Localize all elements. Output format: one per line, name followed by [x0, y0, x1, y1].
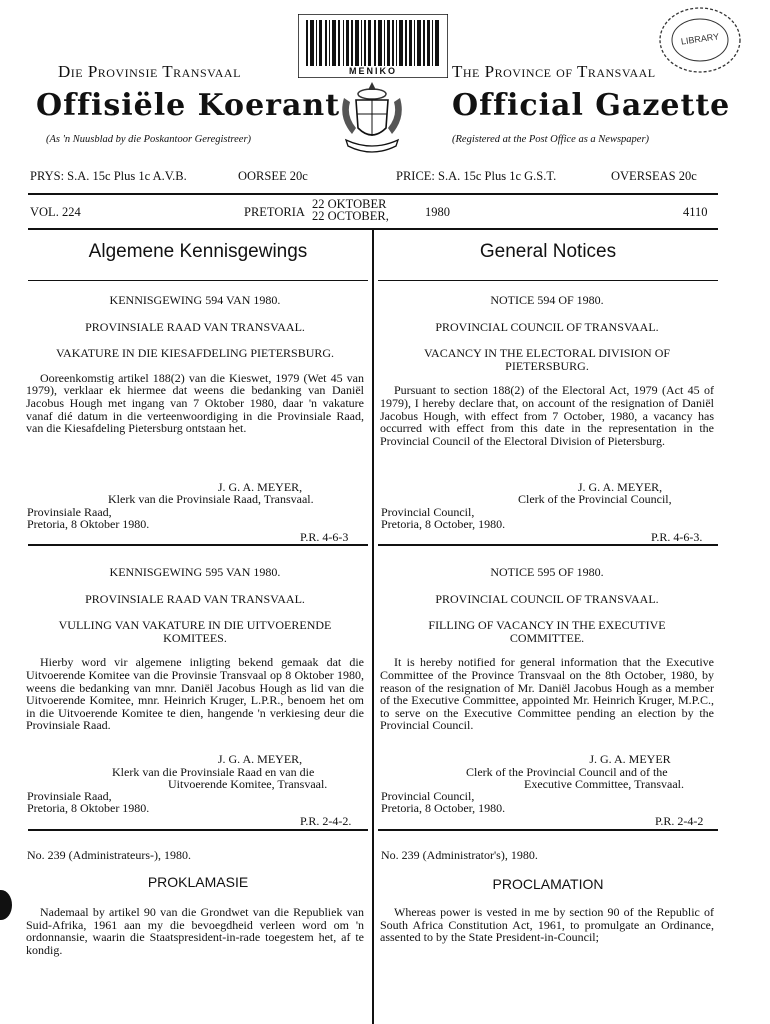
notice-594-en — [380, 294, 714, 447]
notice-heading: VAKATURE IN DIE KIESAFDELING PIETERSBURG. — [55, 346, 335, 361]
left-overseas: OORSEE 20c — [238, 169, 308, 183]
proclamation-heading-af: PROKLAMASIE — [147, 874, 249, 890]
coat-of-arms-icon — [336, 78, 408, 158]
proclamation-body: Nademaal by artikel 90 van die Grondwet van die Republiek van Suid-Afrika, 1961 aan my die bevoegdheid verleen word om 'n ordonnansie, waarin die Staatspresident-in-rade toegestem het, af te kondig. — [26, 905, 364, 957]
notice-rule — [378, 829, 718, 831]
masthead-left-note: (As 'n Nuusblad by die Poskantoor Geregistreer) — [46, 134, 252, 145]
proclamation-number-en: No. 239 (Administrator's), 1980. — [381, 848, 538, 862]
issuing-date: Pretoria, 8 Oktober 1980. — [27, 801, 150, 815]
signer-title: Clerk of the Provincial Council, — [518, 492, 672, 506]
notice-body: Ooreenkomstig artikel 188(2) van die Kieswet, 1979 (Wet 45 van 1979), verklaar ek hiermee dat weens die bedanking van Daniël Jacobus Hough met ingang van 7 Oktober 1980, daar 'n vakature vanaf dié datum in die verteenwoordiging in die Provinsiale Raad, van die Kiesafdeling Pietersburg ontstaan het. — [26, 370, 364, 436]
proclamation-body-en — [380, 906, 714, 944]
signer-title-2: Executive Committee, Transvaal. — [524, 777, 684, 791]
notice-body: Pursuant to section 188(2) of the Electoral Act, 1979 (Act 45 of 1979), I hereby declare that, on account of the resignation of Daniël Jacobus Hough, with effect from 7 October, 1980, a vacancy has occurred with effect from this date in the representation in the Provincial Council of the Electoral Division of Pietersburg. — [380, 383, 714, 448]
notice-heading: FILLING OF VACANCY IN THE EXECUTIVE COMMITTEE. — [428, 618, 666, 645]
barcode-label: MENIKO — [338, 66, 408, 76]
right-overseas: OVERSEAS 20c — [611, 169, 697, 183]
notice-595-af — [26, 566, 364, 732]
notice-heading: VULLING VAN VAKATURE IN DIE UITVOERENDE KOMITEES. — [58, 618, 332, 645]
council-name: PROVINCIAL COUNCIL OF TRANSVAAL. — [435, 319, 659, 334]
notice-body: Hierby word vir algemene inligting bekend gemaak dat die Uitvoerende Komitee van die Provinsie Transvaal op 8 Oktober 1980, weens die bedanking van mnr. Daniël Jacobus Hough as lid van die Uitvoerende Komitee, mnr. Heinrich Kruger, L.P.R., benoem het om in die Uitvoerende Komitee te dien, hangende 'n verkiesing deur die Provinsiale Raad. — [26, 655, 364, 733]
masthead-right-name: Official Gazette — [452, 88, 731, 123]
reference: P.R. 4-6-3 — [300, 530, 349, 544]
left-price: PRYS: S.A. 15c Plus 1c A.V.B. — [30, 169, 187, 183]
section-rule-left — [28, 280, 368, 281]
stamp-label: LIBRARY — [680, 31, 720, 47]
signer: J. G. A. MEYER, — [577, 480, 663, 494]
signer-title-1: Klerk van die Provinsiale Raad en van die — [112, 765, 315, 779]
council-name: PROVINSIALE RAAD VAN TRANSVAAL. — [85, 319, 305, 334]
section-rule-right — [378, 280, 718, 281]
masthead-divider — [28, 193, 718, 195]
volume: VOL. 224 — [30, 205, 81, 219]
notice-title: KENNISGEWING 594 VAN 1980. — [109, 293, 281, 307]
proclamation-body: Whereas power is vested in me by section 90 of the Republic of South Africa Constitution Act, 1961, to promulgate an Ordinance, assented to by the State President-in-Council; — [380, 905, 714, 945]
date-en: 22 OCTOBER, — [312, 209, 389, 223]
punch-hole — [0, 890, 12, 920]
section-heading-right: General Notices — [479, 241, 617, 262]
issuing-place: Provincial Council, — [381, 789, 475, 803]
masthead-right-title: The Province of Transvaal — [452, 62, 656, 81]
reference: P.R. 2-4-2. — [300, 814, 352, 828]
notice-heading: VACANCY IN THE ELECTORAL DIVISION OF PIETERSBURG. — [423, 346, 671, 373]
signer-title: Klerk van die Provinsiale Raad, Transvaal. — [108, 492, 314, 506]
proclamation-body-af — [26, 906, 364, 956]
notice-595-en — [380, 566, 714, 732]
signer: J. G. A. MEYER — [589, 752, 671, 766]
issuing-date: Pretoria, 8 Oktober 1980. — [27, 517, 150, 531]
notice-title: NOTICE 594 OF 1980. — [490, 293, 604, 307]
year: 1980 — [425, 205, 450, 219]
place: PRETORIA — [244, 205, 305, 219]
issuing-place: Provinsiale Raad, — [27, 505, 112, 519]
notice-rule — [28, 544, 368, 546]
issuing-date: Pretoria, 8 October, 1980. — [381, 801, 506, 815]
signer: J. G. A. MEYER, — [217, 480, 303, 494]
column-divider — [372, 230, 374, 1024]
masthead-left-title: Die Provinsie Transvaal — [58, 62, 241, 81]
notice-rule — [378, 544, 718, 546]
council-name: PROVINCIAL COUNCIL OF TRANSVAAL. — [435, 591, 659, 606]
library-stamp — [656, 4, 744, 74]
masthead-right-note: (Registered at the Post Office as a Newspaper) — [452, 134, 650, 145]
signer: J. G. A. MEYER, — [217, 752, 303, 766]
barcode — [298, 14, 448, 78]
notice-body: It is hereby notified for general information that the Executive Committee of the Province Transvaal on the 8th October, 1980, by reason of the resignation of Mr. Daniël Jacobus Hough as a member of the Executive Committee, appointed Mr. Heinrich Kruger, M.P.C., to serve on the Executive Committee pending an election by the Provincial Council. — [380, 655, 714, 733]
reference: P.R. 2-4-2 — [655, 814, 704, 828]
proclamation-heading-en: PROCLAMATION — [492, 876, 604, 892]
issuing-place: Provincial Council, — [381, 505, 475, 519]
council-name: PROVINSIALE RAAD VAN TRANSVAAL. — [85, 591, 305, 606]
reference: P.R. 4-6-3. — [651, 530, 703, 544]
right-price: PRICE: S.A. 15c Plus 1c G.S.T. — [396, 169, 557, 183]
issuing-date: Pretoria, 8 October, 1980. — [381, 517, 506, 531]
section-heading-left: Algemene Kennisgewings — [88, 241, 308, 262]
signer-title-2: Uitvoerende Komitee, Transvaal. — [168, 777, 328, 791]
notice-rule — [28, 829, 368, 831]
notice-title: KENNISGEWING 595 VAN 1980. — [109, 565, 281, 579]
notice-title: NOTICE 595 OF 1980. — [490, 565, 604, 579]
notice-594-af — [26, 294, 364, 435]
proclamation-number-af: No. 239 (Administrateurs-), 1980. — [27, 848, 191, 862]
issue-number: 4110 — [683, 205, 708, 219]
masthead-left-name: Offisiële Koerant — [36, 88, 341, 123]
signer-title-1: Clerk of the Provincial Council and of the — [466, 765, 668, 779]
date-af: 22 OKTOBER — [312, 197, 387, 211]
issuing-place: Provinsiale Raad, — [27, 789, 112, 803]
